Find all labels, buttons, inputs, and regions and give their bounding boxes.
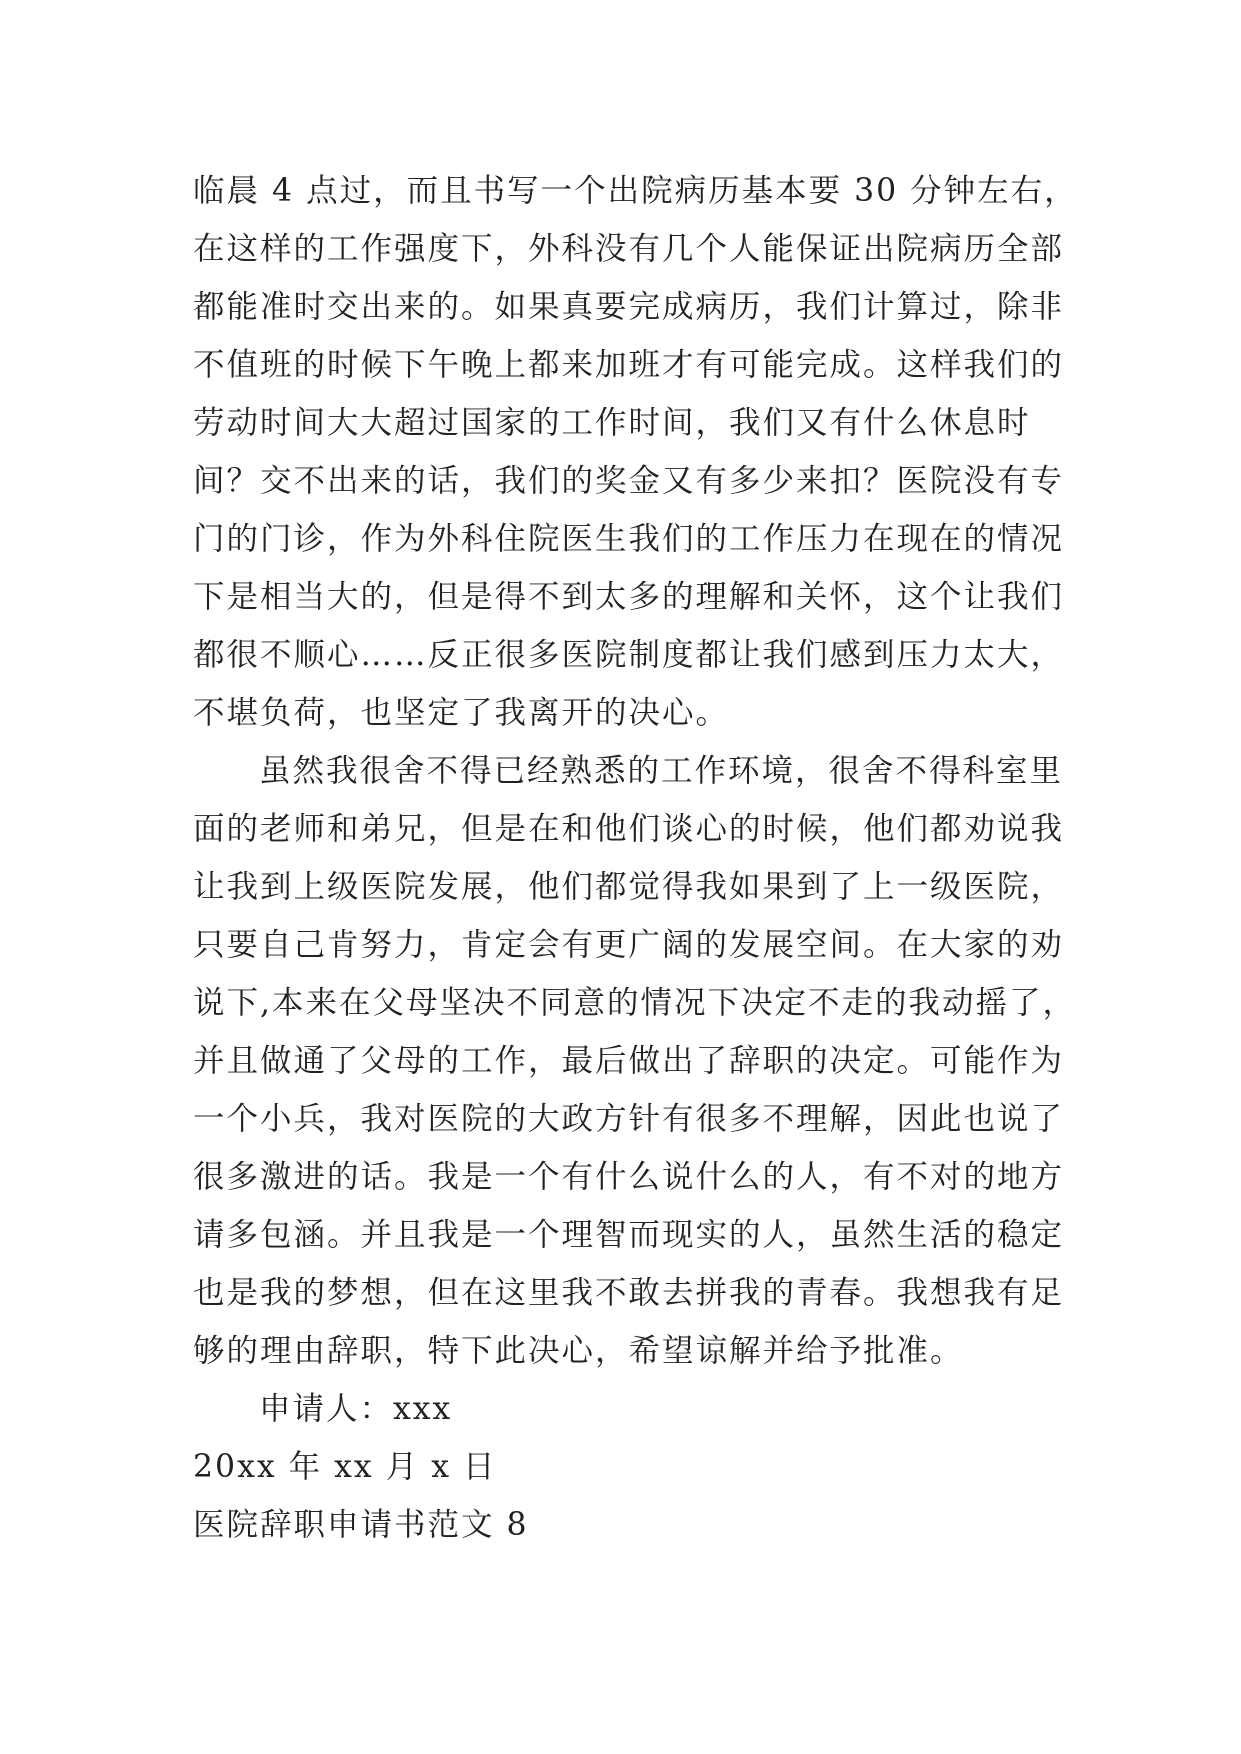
text-line: 也是我的梦想，但在这里我不敢去拼我的青春。我想我有足: [193, 1275, 1065, 1311]
text-line: 下是相当大的，但是得不到太多的理解和关怀，这个让我们: [193, 579, 1065, 615]
text-line: 说下,本来在父母坚决不同意的情况下决定不走的我动摇了，: [193, 985, 1077, 1021]
text-line: 门的门诊，作为外科住院医生我们的工作压力在现在的情况: [193, 521, 1065, 557]
section-heading: 医院辞职申请书范文 8: [193, 1507, 529, 1543]
text-line: 够的理由辞职，特下此决心，希望谅解并给予批准。: [193, 1333, 964, 1369]
text-line: 很多激进的话。我是一个有什么说什么的人，有不对的地方: [193, 1159, 1065, 1195]
paragraph-start-line: 虽然我很舍不得已经熟悉的工作环境，很舍不得科室里: [259, 753, 1064, 789]
text-line: 都很不顺心……反正很多医院制度都让我们感到压力太大，: [193, 637, 1065, 673]
text-line: 不堪负荷，也坚定了我离开的决心。: [193, 695, 730, 731]
applicant-signature: 申请人：xxx: [259, 1391, 453, 1427]
text-line: 并且做通了父母的工作，最后做出了辞职的决定。可能作为: [193, 1043, 1065, 1079]
text-line: 都能准时交出来的。如果真要完成病历，我们计算过，除非: [193, 289, 1065, 325]
text-line: 间？交不出来的话，我们的奖金又有多少来扣？医院没有专: [193, 463, 1065, 499]
text-line: 临晨 4 点过，而且书写一个出院病历基本要 30 分钟左右，: [193, 173, 1078, 209]
text-line: 不值班的时候下午晚上都来加班才有可能完成。这样我们的: [193, 347, 1065, 383]
text-line: 在这样的工作强度下，外科没有几个人能保证出院病历全部: [193, 231, 1065, 267]
text-line: 劳动时间大大超过国家的工作时间，我们又有什么休息时: [193, 405, 1031, 441]
text-line: 一个小兵，我对医院的大政方针有很多不理解，因此也说了: [193, 1101, 1065, 1137]
text-line: 面的老师和弟兄，但是在和他们谈心的时候，他们都劝说我: [193, 811, 1065, 847]
document-date: 20xx 年 xx 月 x 日: [193, 1449, 497, 1485]
text-line: 请多包涵。并且我是一个理智而现实的人，虽然生活的稳定: [193, 1217, 1065, 1253]
text-line: 只要自己肯努力，肯定会有更广阔的发展空间。在大家的劝: [193, 927, 1065, 963]
document-body: [193, 162, 1078, 1554]
text-line: 让我到上级医院发展，他们都觉得我如果到了上一级医院，: [193, 869, 1065, 905]
